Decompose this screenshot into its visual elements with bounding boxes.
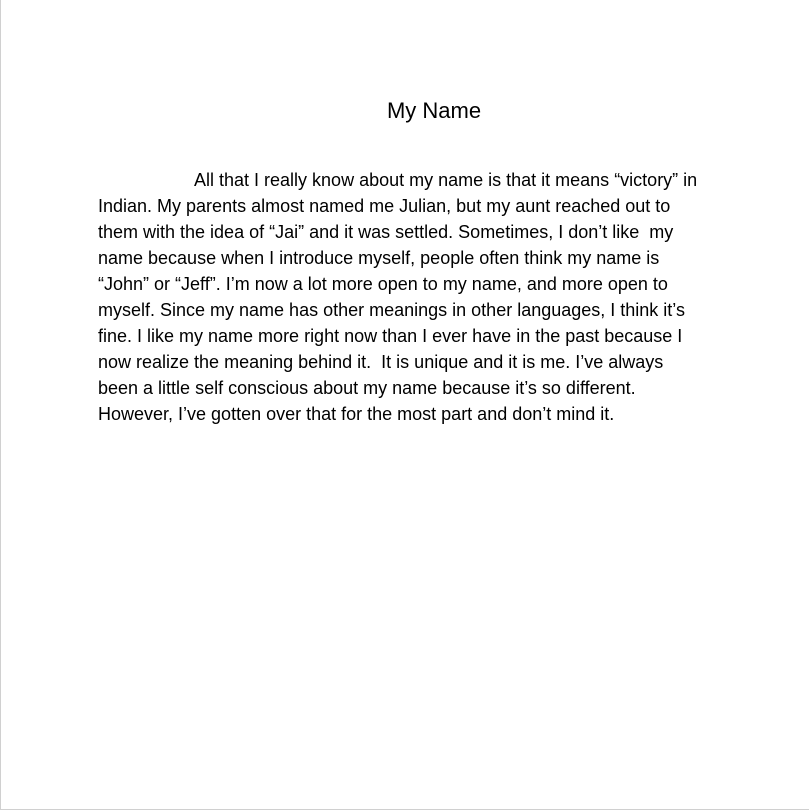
paragraph-line-10: However, I’ve gotten over that for the most part and don’t mind it. (98, 404, 615, 424)
paragraph-line-5: “John” or “Jeff”. I’m now a lot more open to my name, and more open to (98, 274, 668, 294)
paragraph-line-7: fine. I like my name more right now than I ever have in the past because I (98, 326, 683, 346)
document-body (98, 167, 738, 427)
paragraph-line-2: Indian. My parents almost named me Julian, but my aunt reached out to (98, 196, 671, 216)
paragraph-line-4: name because when I introduce myself, people often think my name is (98, 248, 660, 268)
paragraph-line-1: All that I really know about my name is that it means “victory” in (194, 170, 698, 190)
paragraph-line-6: myself. Since my name has other meanings in other languages, I think it’s (98, 300, 685, 320)
paragraph-line-8: now realize the meaning behind it. It is unique and it is me. I’ve always (98, 352, 664, 372)
paragraph-line-3: them with the idea of “Jai” and it was settled. Sometimes, I don’t like my (98, 222, 674, 242)
paragraph-line-9: been a little self conscious about my name because it’s so different. (98, 378, 636, 398)
document-title: My Name (386, 98, 482, 123)
